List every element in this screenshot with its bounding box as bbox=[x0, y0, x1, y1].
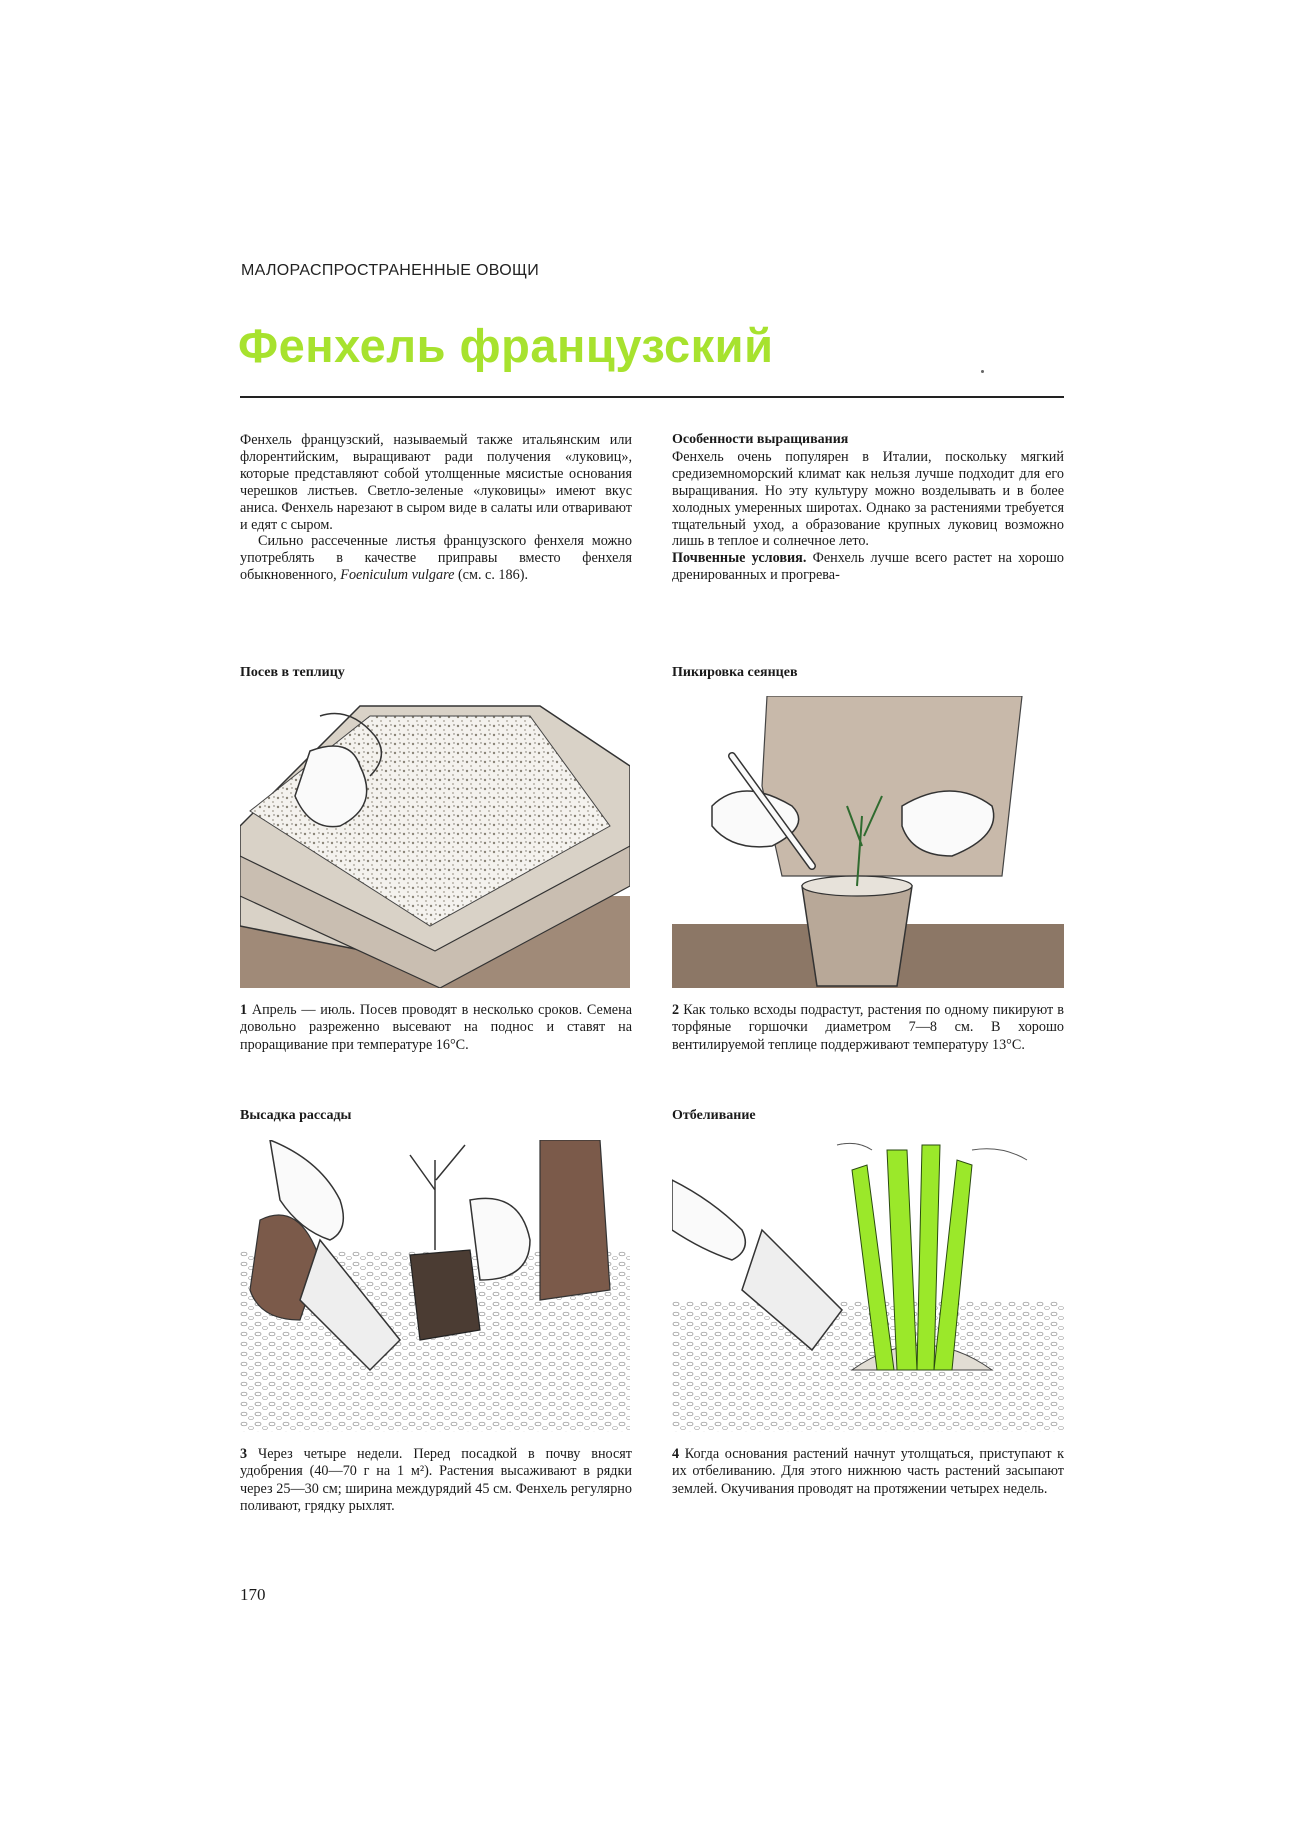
growing-column bbox=[672, 432, 1064, 584]
intro-para2-start: Сильно рассеченные листья французского фенхеля можно употреблять в качестве приправы вместо фенхеля обыкновенного, bbox=[240, 533, 632, 584]
step-3-number: 3 bbox=[240, 1446, 248, 1462]
intro-para2-end: (см. с. 186). bbox=[457, 567, 528, 584]
step-3-text: Через четыре недели. Перед посадкой в почву вносят удобрения (40—70 г на 1 м²). Растения высаживают в рядки через 25—30 см; ширина междурядий 45 см. Фенхель регулярно поливают, грядку рыхлят. bbox=[240, 1446, 633, 1515]
blanching-illustration bbox=[672, 1140, 1064, 1432]
step-1-heading: Посев в теплицу bbox=[240, 665, 345, 680]
pricking-out-illustration bbox=[672, 696, 1064, 988]
step-3-caption bbox=[240, 1446, 632, 1516]
intro-paragraph-1: Фенхель французский, называемый также итальянским или флорентийским, выращивают ради получения «луковиц», которые представляют собой утолщенные мясистые основания черешков листьев. Светло-зеленые «луковицы» имеют вкус аниса. Фенхель нарезают в сыром виде в салаты или отваривают и едят с сыром. bbox=[240, 432, 632, 533]
page-title: Фенхель французский bbox=[238, 319, 774, 372]
soil-paragraph bbox=[672, 550, 1064, 584]
growing-heading: Особенности выращивания bbox=[672, 432, 849, 447]
sowing-tray-illustration bbox=[240, 696, 630, 988]
section-label: МАЛОРАСПРОСТРАНЕННЫЕ ОВОЩИ bbox=[241, 262, 540, 279]
step-1-caption bbox=[240, 1002, 632, 1054]
page-number: 170 bbox=[240, 1585, 266, 1604]
speck bbox=[981, 370, 984, 373]
title-rule bbox=[240, 396, 1064, 398]
latin-name: Foeniculum vulgare bbox=[340, 567, 455, 584]
step-2-number: 2 bbox=[672, 1002, 680, 1018]
step-1-text: Апрель — июль. Посев проводят в несколько сроков. Семена довольно разреженно высевают на поднос и ставят на проращивание при температуре 16°С. bbox=[240, 1002, 632, 1053]
transplanting-illustration bbox=[240, 1140, 630, 1432]
step-4-text: Когда основания растений начнут утолщаться, приступают к их отбеливанию. Для этого нижнюю часть растений засыпают землей. Окучивания проводят на протяжении четырех недель. bbox=[672, 1446, 1064, 1497]
soil-text: Фенхель лучше всего растет на хорошо дренированных и прогрева- bbox=[672, 550, 1064, 584]
soil-heading: Почвенные условия. bbox=[672, 550, 807, 567]
step-2-caption bbox=[672, 1002, 1064, 1054]
step-2-text: Как только всходы подрастут, растения по одному пикируют в торфяные горшочки диаметром 7—8 см. В хорошо вентилируемой теплице поддерживают температуру 13°С. bbox=[672, 1002, 1065, 1053]
growing-text: Фенхель очень популярен в Италии, поскольку мягкий средиземноморский климат как нельзя лучше подходит для его выращивания. Но эту культуру можно возделывать и в более холодных умеренных широтах. Однако за растениями требуется тщательный уход, а образование крупных луковиц возможно лишь в теплое и солнечное лето. bbox=[672, 448, 1064, 550]
step-4-heading: Отбеливание bbox=[672, 1108, 756, 1123]
step-4-number: 4 bbox=[672, 1446, 680, 1462]
intro-column bbox=[240, 432, 632, 584]
step-3-heading: Высадка рассады bbox=[240, 1108, 352, 1123]
step-1-number: 1 bbox=[240, 1002, 248, 1018]
step-2-heading: Пикировка сеянцев bbox=[672, 665, 798, 680]
intro-paragraph-2 bbox=[240, 533, 632, 584]
step-4-caption bbox=[672, 1446, 1064, 1498]
